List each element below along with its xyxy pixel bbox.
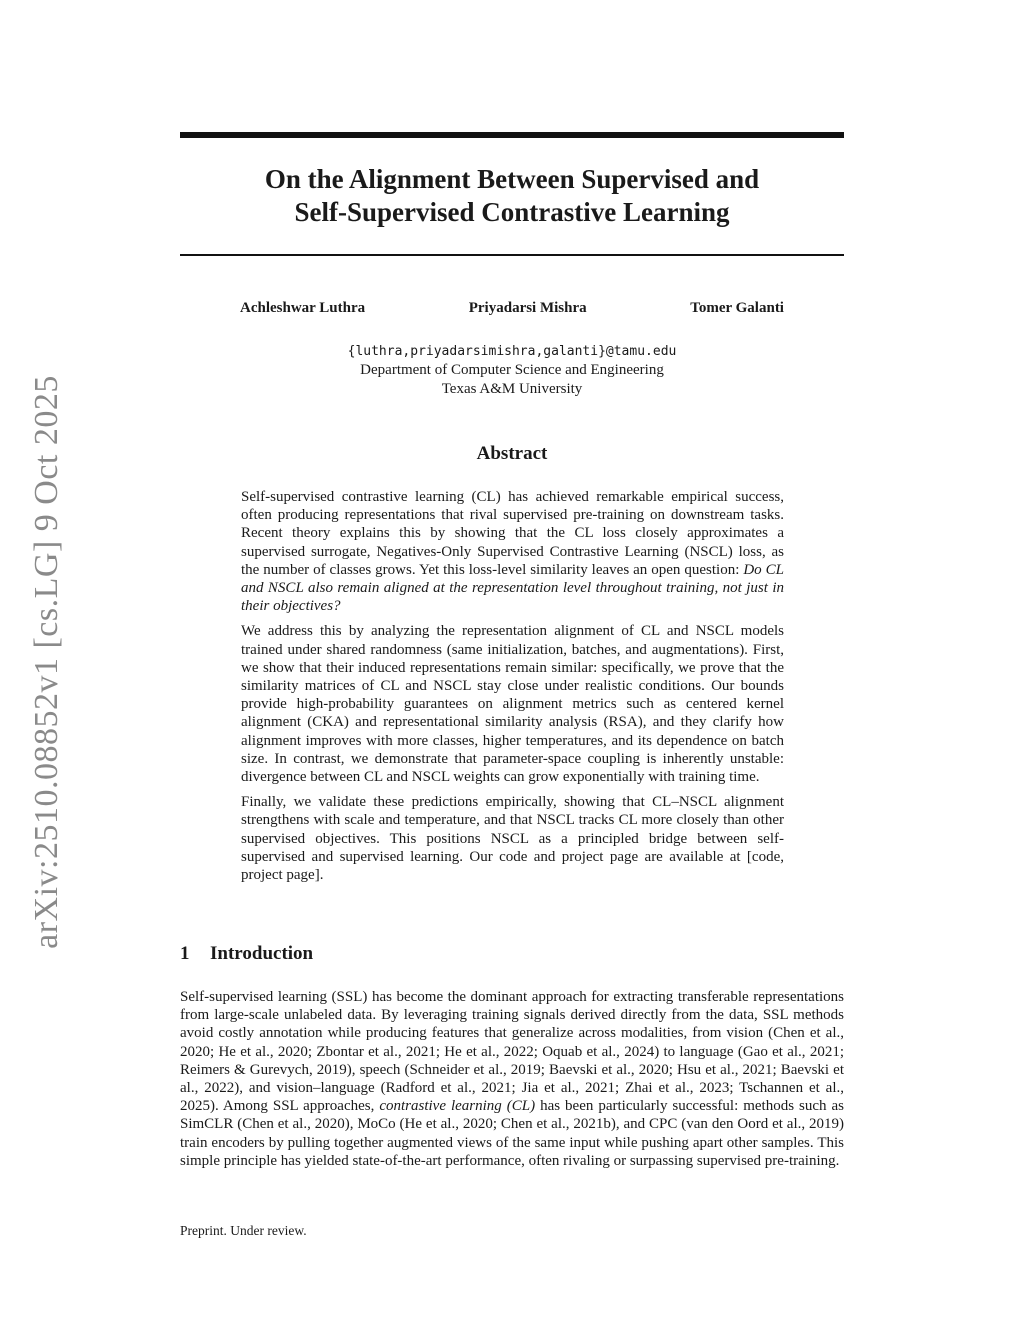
section-title: Introduction xyxy=(210,943,314,964)
paper-title xyxy=(180,163,844,229)
title-line-2: Self-Supervised Contrastive Learning xyxy=(294,197,730,227)
section-heading-introduction xyxy=(180,943,313,965)
abstract-heading: Abstract xyxy=(476,443,548,464)
section-number: 1 xyxy=(180,943,190,964)
arxiv-identifier[interactable]: arXiv:2510.08852v1 [cs.LG] 9 Oct 2025 xyxy=(28,375,65,949)
title-bottom-rule xyxy=(180,254,844,256)
abstract-question: Do CL and NSCL also remain aligned at the representation level throughout training, not just in their objectives? xyxy=(241,561,784,615)
title-top-rule xyxy=(180,132,844,138)
abstract-paragraph-2: We address this by analyzing the representation alignment of CL and NSCL models trained under shared randomness (same initialization, batches, and augmentations). First, we show that their induced representations remain similar: specifically, we prove that the similarity matrices of CL and NSCL stay close under realistic conditions. Our bounds provide high-probability guarantees on alignment metrics such as centered kernel alignment (CKA) and representational similarity analysis (RSA), and they clarify how alignment improves with more classes, higher temperatures, and its dependence on batch size. In contrast, we demonstrate that parameter-space coupling is inherently unstable: divergence between CL and NSCL weights can grow exponentially with training time. xyxy=(241,623,784,786)
abstract-paragraph-1-text: Self-supervised contrastive learning (CL) has achieved remarkable empirical success, often producing representations that rival supervised pre-training on downstream tasks. Recent theory explains this by showing that the CL loss closely approximates a supervised surrogate, Negatives-Only Supervised Contrastive Learning (NSCL) loss, as the number of classes grows. Yet this loss-level similarity leaves an open question: xyxy=(241,489,784,578)
university: Texas A&M University xyxy=(441,381,583,397)
department: Department of Computer Science and Engineering xyxy=(360,362,664,378)
author-list xyxy=(240,300,784,317)
author-emails[interactable]: {luthra,priyadarsimishra,galanti}@tamu.edu xyxy=(347,344,677,359)
title-line-1: On the Alignment Between Supervised and xyxy=(264,164,760,194)
author-name: Tomer Galanti xyxy=(690,300,784,316)
abstract-body xyxy=(241,488,784,891)
author-name: Priyadarsi Mishra xyxy=(468,300,587,316)
intro-text-part-1: Self-supervised learning (SSL) has become the dominant approach for extracting transferable representations from large-scale unlabeled data. By leveraging training signals derived directly from the data, SSL methods avoid costly annotation while producing features that generalize across modalities, from vision (Chen et al., 2020; He et al., 2020; Zbontar et al., 2021; He et al., 2022; Oquab et al., 2024) to language (Gao et al., 2021; Reimers & Gurevych, 2019), speech (Schneider et al., 2019; Baevski et al., 2020; Hsu et al., 2021; Baevski et al., 2022), and vision–language (Radford et al., 2021; Jia et al., 2021; Zhai et al., 2023; Tschannen et al., 2025). Among SSL approaches, xyxy=(180,989,844,1115)
introduction-paragraph xyxy=(180,988,844,1170)
author-name: Achleshwar Luthra xyxy=(240,300,366,316)
abstract-paragraph-3: Finally, we validate these predictions empirically, showing that CL–NSCL alignment strengthens with scale and temperature, and that NSCL tracks CL more closely than other supervised objectives. This positions NSCL as a principled bridge between self-supervised and supervised learning. Our code and project page are available at [code, project page]. xyxy=(241,794,784,884)
intro-text-part-2: has been particularly successful: methods such as SimCLR (Chen et al., 2020), MoCo (He et al., 2020; Chen et al., 2021b), and CPC (van den Oord et al., 2019) train encoders by pulling together augmented views of the same input while pushing apart other samples. This simple principle has yielded state-of-the-art performance, often rivaling or surpassing supervised pre-training. xyxy=(180,1098,844,1169)
affiliation-block xyxy=(180,342,844,399)
abstract-paragraph-1 xyxy=(241,488,784,615)
footer-note: Preprint. Under review. xyxy=(180,1223,307,1238)
intro-italic-term: contrastive learning (CL) xyxy=(379,1098,536,1115)
